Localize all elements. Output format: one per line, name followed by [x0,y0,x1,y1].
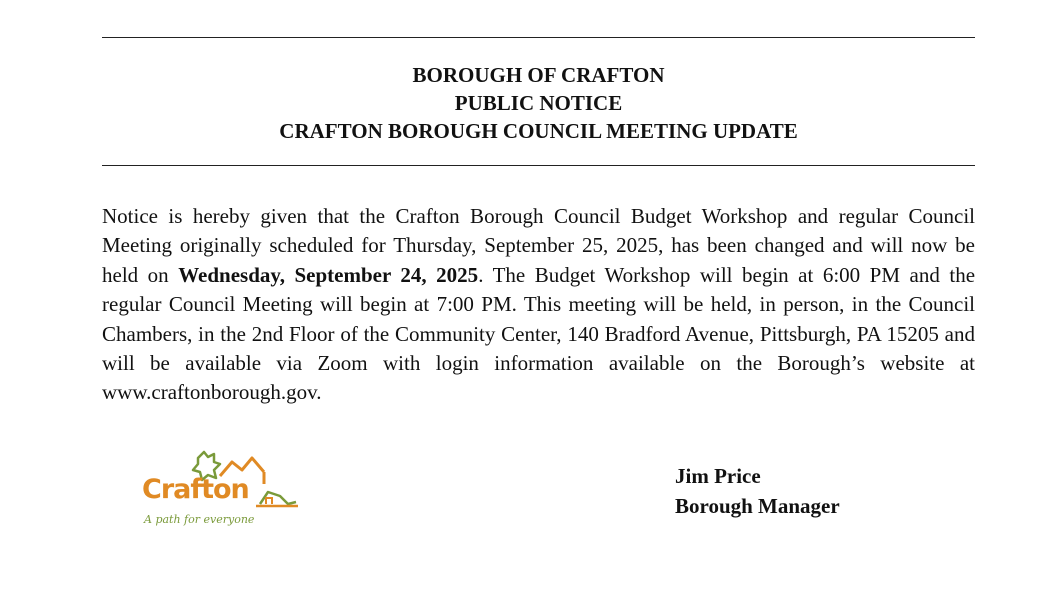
signer-name: Jim Price [675,464,761,488]
notice-new-date: Wednesday, September 24, 2025 [178,262,479,287]
logo-tagline: A path for everyone [144,513,255,526]
notice-header [102,61,975,145]
logo-wordmark: Crafton [142,474,249,505]
header-meeting-update: CRAFTON BOROUGH COUNCIL MEETING UPDATE [279,119,798,143]
middle-rule [102,165,975,166]
header-public-notice: PUBLIC NOTICE [454,91,623,115]
notice-text-part1: Notice is hereby given that the Crafton Borough Council Budget Workshop and regular Council Meeting originally scheduled for Thursday, September 25, 2025, has been changed and will now be held on [102,204,975,287]
signature-block [675,461,840,521]
notice-body [102,202,975,408]
notice-text-part2: . The Budget Workshop will begin at 6:00 PM and the regular Council Meeting will begin at 7:00 PM. This meeting will be held, in person, in the Council Chambers, in the 2nd Floor of the Community Center, 140 Bradford Avenue, Pittsburgh, PA 15205 and will be available via Zoom with login information available on the Borough’s website at www.craftonborough.gov. [102,262,976,405]
top-rule [102,37,975,38]
header-borough: BOROUGH OF CRAFTON [412,63,665,87]
signer-title: Borough Manager [675,494,840,518]
crafton-logo [138,448,308,534]
